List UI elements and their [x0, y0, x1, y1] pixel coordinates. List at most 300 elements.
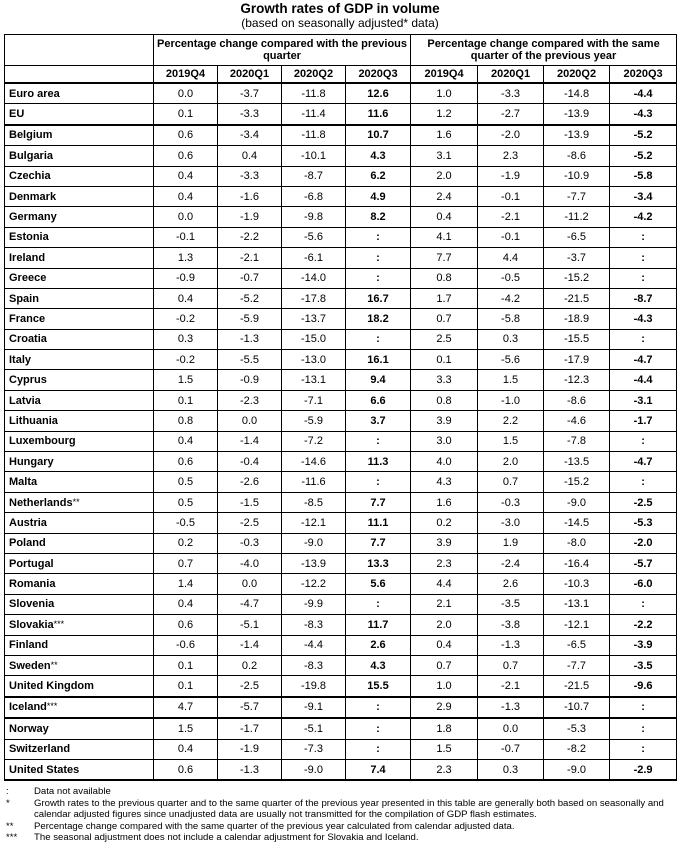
- yoy-value-cell: 2.3: [411, 553, 478, 573]
- yoy-value-cell: 2.3: [411, 759, 478, 780]
- yoy-value-cell: -5.8: [610, 166, 677, 186]
- country-name: Bulgaria: [9, 149, 54, 162]
- country-name: Croatia: [9, 333, 47, 346]
- yoy-value-cell: :: [610, 248, 677, 268]
- country-cell: [5, 759, 154, 780]
- qoq-value-cell: -5.1: [218, 615, 282, 635]
- yoy-value-cell: 0.4: [411, 207, 478, 227]
- qoq-value-cell: -2.1: [218, 248, 282, 268]
- yoy-value-cell: -9.0: [544, 759, 610, 780]
- qoq-value-cell: 0.0: [218, 574, 282, 594]
- footnote: [6, 798, 672, 821]
- country-cell: [5, 411, 154, 431]
- qoq-value-cell: 16.7: [346, 288, 411, 308]
- table-row: [5, 227, 677, 247]
- footnote-text: Growth rates to the previous quarter and to the same quarter of the previous year presented in this table are generally both based on seasonally and calendar adjusted figures since unadjusted data are usually not transmitted for the compilation of GDP flash estimates.: [34, 797, 664, 821]
- yoy-value-cell: -2.9: [610, 759, 677, 780]
- yoy-value-cell: 1.8: [411, 718, 478, 739]
- qoq-value-cell: 0.1: [154, 390, 218, 410]
- yoy-value-cell: 2.1: [411, 594, 478, 614]
- table-row: [5, 718, 677, 739]
- yoy-value-cell: 2.0: [478, 452, 544, 472]
- qoq-value-cell: -7.2: [282, 431, 346, 451]
- qoq-value-cell: 0.4: [154, 288, 218, 308]
- qoq-value-cell: -0.1: [154, 227, 218, 247]
- yoy-value-cell: -3.7: [544, 248, 610, 268]
- yoy-value-cell: 1.0: [411, 83, 478, 104]
- yoy-value-cell: -4.6: [544, 411, 610, 431]
- yoy-value-cell: 2.0: [411, 615, 478, 635]
- yoy-value-cell: 3.9: [411, 411, 478, 431]
- qoq-value-cell: 6.6: [346, 390, 411, 410]
- table-row: [5, 146, 677, 166]
- qoq-value-cell: 0.6: [154, 452, 218, 472]
- country-name: Czechia: [9, 170, 51, 183]
- yoy-value-cell: 2.9: [411, 697, 478, 718]
- qoq-value-cell: :: [346, 472, 411, 492]
- qoq-value-cell: -5.6: [282, 227, 346, 247]
- group-header-previous-quarter: Percentage change compared with the previous quarter: [154, 35, 411, 66]
- yoy-value-cell: :: [610, 329, 677, 349]
- yoy-value-cell: -2.1: [478, 676, 544, 697]
- qoq-value-cell: -5.1: [282, 718, 346, 739]
- footnote: [6, 786, 672, 797]
- qoq-value-cell: -12.1: [282, 513, 346, 533]
- yoy-value-cell: 2.2: [478, 411, 544, 431]
- qoq-value-cell: 0.6: [154, 615, 218, 635]
- yoy-value-cell: -1.0: [478, 390, 544, 410]
- yoy-value-cell: -6.0: [610, 574, 677, 594]
- qoq-value-cell: -17.8: [282, 288, 346, 308]
- country-name: Spain: [9, 292, 39, 305]
- qoq-value-cell: 15.5: [346, 676, 411, 697]
- yoy-value-cell: -8.6: [544, 146, 610, 166]
- yoy-value-cell: -2.0: [478, 125, 544, 146]
- yoy-value-cell: -0.1: [478, 186, 544, 206]
- yoy-value-cell: -2.5: [610, 492, 677, 512]
- country-name: Germany: [9, 211, 57, 224]
- yoy-value-cell: 0.3: [478, 329, 544, 349]
- qoq-value-cell: -6.8: [282, 186, 346, 206]
- country-cell: [5, 553, 154, 573]
- qoq-value-cell: 0.4: [154, 186, 218, 206]
- table-row: [5, 635, 677, 655]
- country-cell: [5, 248, 154, 268]
- qoq-value-cell: 7.7: [346, 492, 411, 512]
- qoq-value-cell: 0.1: [154, 655, 218, 675]
- qoq-value-cell: -1.5: [218, 492, 282, 512]
- qoq-value-cell: -8.7: [282, 166, 346, 186]
- qoq-value-cell: 0.2: [154, 533, 218, 553]
- qoq-value-cell: 0.7: [154, 553, 218, 573]
- yoy-value-cell: -0.5: [478, 268, 544, 288]
- yoy-value-cell: -14.5: [544, 513, 610, 533]
- footnote-marker: ***: [46, 701, 58, 712]
- qoq-value-cell: 0.1: [154, 104, 218, 125]
- table-row: [5, 431, 677, 451]
- yoy-value-cell: 0.8: [411, 390, 478, 410]
- qoq-value-cell: -6.1: [282, 248, 346, 268]
- footnote-symbol: *: [6, 797, 10, 809]
- country-name: Italy: [9, 353, 32, 366]
- country-name: Malta: [9, 476, 38, 489]
- qoq-value-cell: 11.3: [346, 452, 411, 472]
- footnote-text: The seasonal adjustment does not include a calendar adjustment for Slovakia and Iceland.: [34, 831, 419, 843]
- country-name: Luxembourg: [9, 435, 76, 448]
- qoq-value-cell: -1.6: [218, 186, 282, 206]
- yoy-value-cell: 4.4: [478, 248, 544, 268]
- qoq-value-cell: :: [346, 739, 411, 759]
- country-name: Sweden: [9, 659, 51, 672]
- yoy-value-cell: -4.2: [478, 288, 544, 308]
- qoq-value-cell: -1.9: [218, 207, 282, 227]
- country-cell: [5, 635, 154, 655]
- qoq-value-cell: 13.3: [346, 553, 411, 573]
- yoy-value-cell: -10.3: [544, 574, 610, 594]
- footnote-symbol: ***: [6, 831, 18, 843]
- qoq-value-cell: -11.8: [282, 83, 346, 104]
- table-row: [5, 411, 677, 431]
- yoy-value-cell: 3.1: [411, 146, 478, 166]
- country-cell: [5, 533, 154, 553]
- country-cell: [5, 615, 154, 635]
- col-header-y-2020q2: 2020Q2: [544, 66, 610, 84]
- qoq-value-cell: -0.2: [154, 350, 218, 370]
- qoq-value-cell: 0.8: [154, 411, 218, 431]
- qoq-value-cell: 16.1: [346, 350, 411, 370]
- qoq-value-cell: -14.0: [282, 268, 346, 288]
- qoq-value-cell: 7.7: [346, 533, 411, 553]
- qoq-value-cell: -13.0: [282, 350, 346, 370]
- qoq-value-cell: -15.0: [282, 329, 346, 349]
- yoy-value-cell: -2.1: [478, 207, 544, 227]
- qoq-value-cell: 0.0: [154, 83, 218, 104]
- qoq-value-cell: -3.7: [218, 83, 282, 104]
- yoy-value-cell: 0.2: [411, 513, 478, 533]
- country-name: Norway: [9, 722, 49, 735]
- yoy-value-cell: -17.9: [544, 350, 610, 370]
- country-cell: [5, 104, 154, 125]
- yoy-value-cell: -1.9: [478, 166, 544, 186]
- qoq-value-cell: 11.6: [346, 104, 411, 125]
- yoy-value-cell: 4.4: [411, 574, 478, 594]
- yoy-value-cell: -0.7: [478, 739, 544, 759]
- country-cell: [5, 288, 154, 308]
- country-cell: [5, 655, 154, 675]
- table-row: [5, 452, 677, 472]
- footnote-marker: ***: [53, 618, 65, 629]
- yoy-value-cell: -15.2: [544, 268, 610, 288]
- qoq-value-cell: -0.4: [218, 452, 282, 472]
- qoq-value-cell: 0.4: [218, 146, 282, 166]
- qoq-value-cell: 3.7: [346, 411, 411, 431]
- yoy-value-cell: :: [610, 227, 677, 247]
- qoq-value-cell: 18.2: [346, 309, 411, 329]
- yoy-value-cell: -10.9: [544, 166, 610, 186]
- country-name: Cyprus: [9, 374, 47, 387]
- qoq-value-cell: -5.2: [218, 288, 282, 308]
- qoq-value-cell: 0.4: [154, 166, 218, 186]
- yoy-value-cell: -16.4: [544, 553, 610, 573]
- yoy-value-cell: 4.3: [411, 472, 478, 492]
- yoy-value-cell: -3.5: [478, 594, 544, 614]
- country-name: Netherlands: [9, 496, 73, 509]
- table-row: [5, 533, 677, 553]
- yoy-value-cell: -7.7: [544, 186, 610, 206]
- yoy-value-cell: -13.9: [544, 125, 610, 146]
- yoy-value-cell: -11.2: [544, 207, 610, 227]
- qoq-value-cell: :: [346, 329, 411, 349]
- table-row: [5, 166, 677, 186]
- qoq-value-cell: -3.4: [218, 125, 282, 146]
- yoy-value-cell: -6.5: [544, 635, 610, 655]
- country-cell: [5, 431, 154, 451]
- country-cell: [5, 83, 154, 104]
- yoy-value-cell: -5.3: [544, 718, 610, 739]
- yoy-value-cell: 0.8: [411, 268, 478, 288]
- country-cell: [5, 697, 154, 718]
- country-name: Finland: [9, 639, 49, 652]
- yoy-value-cell: 2.6: [478, 574, 544, 594]
- yoy-value-cell: 1.0: [411, 676, 478, 697]
- qoq-value-cell: -9.0: [282, 533, 346, 553]
- qoq-value-cell: -9.0: [282, 759, 346, 780]
- yoy-value-cell: -3.4: [610, 186, 677, 206]
- header-corner: [5, 35, 154, 66]
- qoq-value-cell: -0.9: [154, 268, 218, 288]
- country-cell: [5, 166, 154, 186]
- qoq-value-cell: -0.2: [154, 309, 218, 329]
- yoy-value-cell: -8.7: [610, 288, 677, 308]
- qoq-value-cell: 0.3: [154, 329, 218, 349]
- qoq-value-cell: :: [346, 431, 411, 451]
- country-name: Latvia: [9, 394, 41, 407]
- country-cell: [5, 268, 154, 288]
- yoy-value-cell: -1.3: [478, 635, 544, 655]
- country-name: Euro area: [9, 87, 60, 100]
- yoy-value-cell: 3.0: [411, 431, 478, 451]
- country-name: Ireland: [9, 251, 46, 264]
- yoy-value-cell: -4.2: [610, 207, 677, 227]
- col-header-q-2020q1: 2020Q1: [218, 66, 282, 84]
- yoy-value-cell: -5.6: [478, 350, 544, 370]
- qoq-value-cell: 0.5: [154, 472, 218, 492]
- yoy-value-cell: -0.1: [478, 227, 544, 247]
- yoy-value-cell: :: [610, 697, 677, 718]
- qoq-value-cell: -0.6: [154, 635, 218, 655]
- qoq-value-cell: -5.9: [218, 309, 282, 329]
- country-name: Slovakia: [9, 618, 54, 631]
- qoq-value-cell: 0.0: [154, 207, 218, 227]
- yoy-value-cell: -1.3: [478, 697, 544, 718]
- yoy-value-cell: -9.0: [544, 492, 610, 512]
- country-name: Belgium: [9, 129, 53, 142]
- qoq-value-cell: 1.5: [154, 370, 218, 390]
- qoq-value-cell: -9.8: [282, 207, 346, 227]
- country-cell: [5, 309, 154, 329]
- footnotes: [6, 786, 672, 843]
- yoy-value-cell: -4.3: [610, 104, 677, 125]
- yoy-value-cell: -15.2: [544, 472, 610, 492]
- table-row: [5, 655, 677, 675]
- country-name: Greece: [9, 272, 47, 285]
- table-row: [5, 186, 677, 206]
- yoy-value-cell: -7.7: [544, 655, 610, 675]
- yoy-value-cell: 2.5: [411, 329, 478, 349]
- yoy-value-cell: 0.4: [411, 635, 478, 655]
- footnote-marker: **: [72, 496, 80, 507]
- gdp-table: [4, 34, 677, 781]
- page-subtitle: (based on seasonally adjusted* data): [241, 16, 439, 30]
- qoq-value-cell: -1.4: [218, 431, 282, 451]
- yoy-value-cell: 0.0: [478, 718, 544, 739]
- qoq-value-cell: -13.7: [282, 309, 346, 329]
- footnote-symbol: **: [6, 820, 14, 832]
- footnote-marker: **: [50, 659, 58, 670]
- qoq-value-cell: -8.5: [282, 492, 346, 512]
- qoq-value-cell: 0.1: [154, 676, 218, 697]
- qoq-value-cell: -7.3: [282, 739, 346, 759]
- yoy-value-cell: -12.1: [544, 615, 610, 635]
- country-cell: [5, 452, 154, 472]
- qoq-value-cell: 1.5: [154, 718, 218, 739]
- yoy-value-cell: -3.0: [478, 513, 544, 533]
- yoy-value-cell: -5.3: [610, 513, 677, 533]
- table-row: [5, 739, 677, 759]
- yoy-value-cell: -3.8: [478, 615, 544, 635]
- qoq-value-cell: -12.2: [282, 574, 346, 594]
- qoq-value-cell: -1.7: [218, 718, 282, 739]
- table-row: [5, 125, 677, 146]
- qoq-value-cell: -3.3: [218, 166, 282, 186]
- col-header-y-2020q1: 2020Q1: [478, 66, 544, 84]
- yoy-value-cell: :: [610, 594, 677, 614]
- table-row: [5, 248, 677, 268]
- qoq-value-cell: -0.3: [218, 533, 282, 553]
- qoq-value-cell: -8.3: [282, 615, 346, 635]
- table-row: [5, 329, 677, 349]
- qoq-value-cell: -9.9: [282, 594, 346, 614]
- qoq-value-cell: -13.9: [282, 553, 346, 573]
- qoq-value-cell: :: [346, 697, 411, 718]
- qoq-value-cell: :: [346, 718, 411, 739]
- qoq-value-cell: -13.1: [282, 370, 346, 390]
- qoq-value-cell: -4.0: [218, 553, 282, 573]
- country-name: Romania: [9, 578, 56, 591]
- yoy-value-cell: :: [610, 739, 677, 759]
- footnote-text: Data not available: [34, 786, 111, 798]
- table-row: [5, 370, 677, 390]
- qoq-value-cell: -1.9: [218, 739, 282, 759]
- yoy-value-cell: 3.9: [411, 533, 478, 553]
- qoq-value-cell: 4.3: [346, 146, 411, 166]
- yoy-value-cell: -8.6: [544, 390, 610, 410]
- qoq-value-cell: 4.7: [154, 697, 218, 718]
- qoq-value-cell: -7.1: [282, 390, 346, 410]
- qoq-value-cell: :: [346, 594, 411, 614]
- qoq-value-cell: 9.4: [346, 370, 411, 390]
- yoy-value-cell: 1.5: [411, 739, 478, 759]
- yoy-value-cell: :: [610, 472, 677, 492]
- yoy-value-cell: -2.4: [478, 553, 544, 573]
- qoq-value-cell: -1.4: [218, 635, 282, 655]
- yoy-value-cell: 7.7: [411, 248, 478, 268]
- table-row: [5, 492, 677, 512]
- country-cell: [5, 329, 154, 349]
- yoy-value-cell: 0.7: [478, 472, 544, 492]
- qoq-value-cell: 0.2: [218, 655, 282, 675]
- country-name: Poland: [9, 537, 46, 550]
- yoy-value-cell: -6.5: [544, 227, 610, 247]
- qoq-value-cell: -9.1: [282, 697, 346, 718]
- qoq-value-cell: -3.3: [218, 104, 282, 125]
- country-name: Lithuania: [9, 414, 58, 427]
- yoy-value-cell: -9.6: [610, 676, 677, 697]
- qoq-value-cell: -14.6: [282, 452, 346, 472]
- yoy-value-cell: 1.5: [478, 431, 544, 451]
- yoy-value-cell: -13.1: [544, 594, 610, 614]
- qoq-value-cell: -2.5: [218, 676, 282, 697]
- qoq-value-cell: 7.4: [346, 759, 411, 780]
- qoq-value-cell: -4.7: [218, 594, 282, 614]
- yoy-value-cell: :: [610, 268, 677, 288]
- qoq-value-cell: -1.3: [218, 329, 282, 349]
- country-name: EU: [9, 108, 25, 121]
- table-row: [5, 574, 677, 594]
- yoy-value-cell: 1.6: [411, 125, 478, 146]
- header-corner-lower: [5, 66, 154, 84]
- yoy-value-cell: -12.3: [544, 370, 610, 390]
- yoy-value-cell: 2.3: [478, 146, 544, 166]
- qoq-value-cell: 0.5: [154, 492, 218, 512]
- country-cell: [5, 227, 154, 247]
- country-cell: [5, 718, 154, 739]
- qoq-value-cell: 0.6: [154, 759, 218, 780]
- yoy-value-cell: -2.2: [610, 615, 677, 635]
- table-row: [5, 350, 677, 370]
- qoq-value-cell: 12.6: [346, 83, 411, 104]
- qoq-value-cell: 6.2: [346, 166, 411, 186]
- yoy-value-cell: 2.0: [411, 166, 478, 186]
- table-row: [5, 288, 677, 308]
- table-row: [5, 513, 677, 533]
- country-cell: [5, 739, 154, 759]
- yoy-value-cell: -21.5: [544, 288, 610, 308]
- qoq-value-cell: 10.7: [346, 125, 411, 146]
- yoy-value-cell: -3.1: [610, 390, 677, 410]
- table-row: [5, 309, 677, 329]
- qoq-value-cell: -1.3: [218, 759, 282, 780]
- country-cell: [5, 574, 154, 594]
- qoq-value-cell: -4.4: [282, 635, 346, 655]
- qoq-value-cell: 4.3: [346, 655, 411, 675]
- qoq-value-cell: -11.4: [282, 104, 346, 125]
- qoq-value-cell: -5.7: [218, 697, 282, 718]
- country-cell: [5, 370, 154, 390]
- yoy-value-cell: :: [610, 718, 677, 739]
- yoy-value-cell: -4.7: [610, 350, 677, 370]
- table-row: [5, 268, 677, 288]
- qoq-value-cell: 2.6: [346, 635, 411, 655]
- table-row: [5, 676, 677, 697]
- yoy-value-cell: -3.5: [610, 655, 677, 675]
- country-cell: [5, 676, 154, 697]
- footnote: [6, 832, 672, 843]
- footnote: [6, 821, 672, 832]
- qoq-value-cell: -11.8: [282, 125, 346, 146]
- qoq-value-cell: 5.6: [346, 574, 411, 594]
- yoy-value-cell: -7.8: [544, 431, 610, 451]
